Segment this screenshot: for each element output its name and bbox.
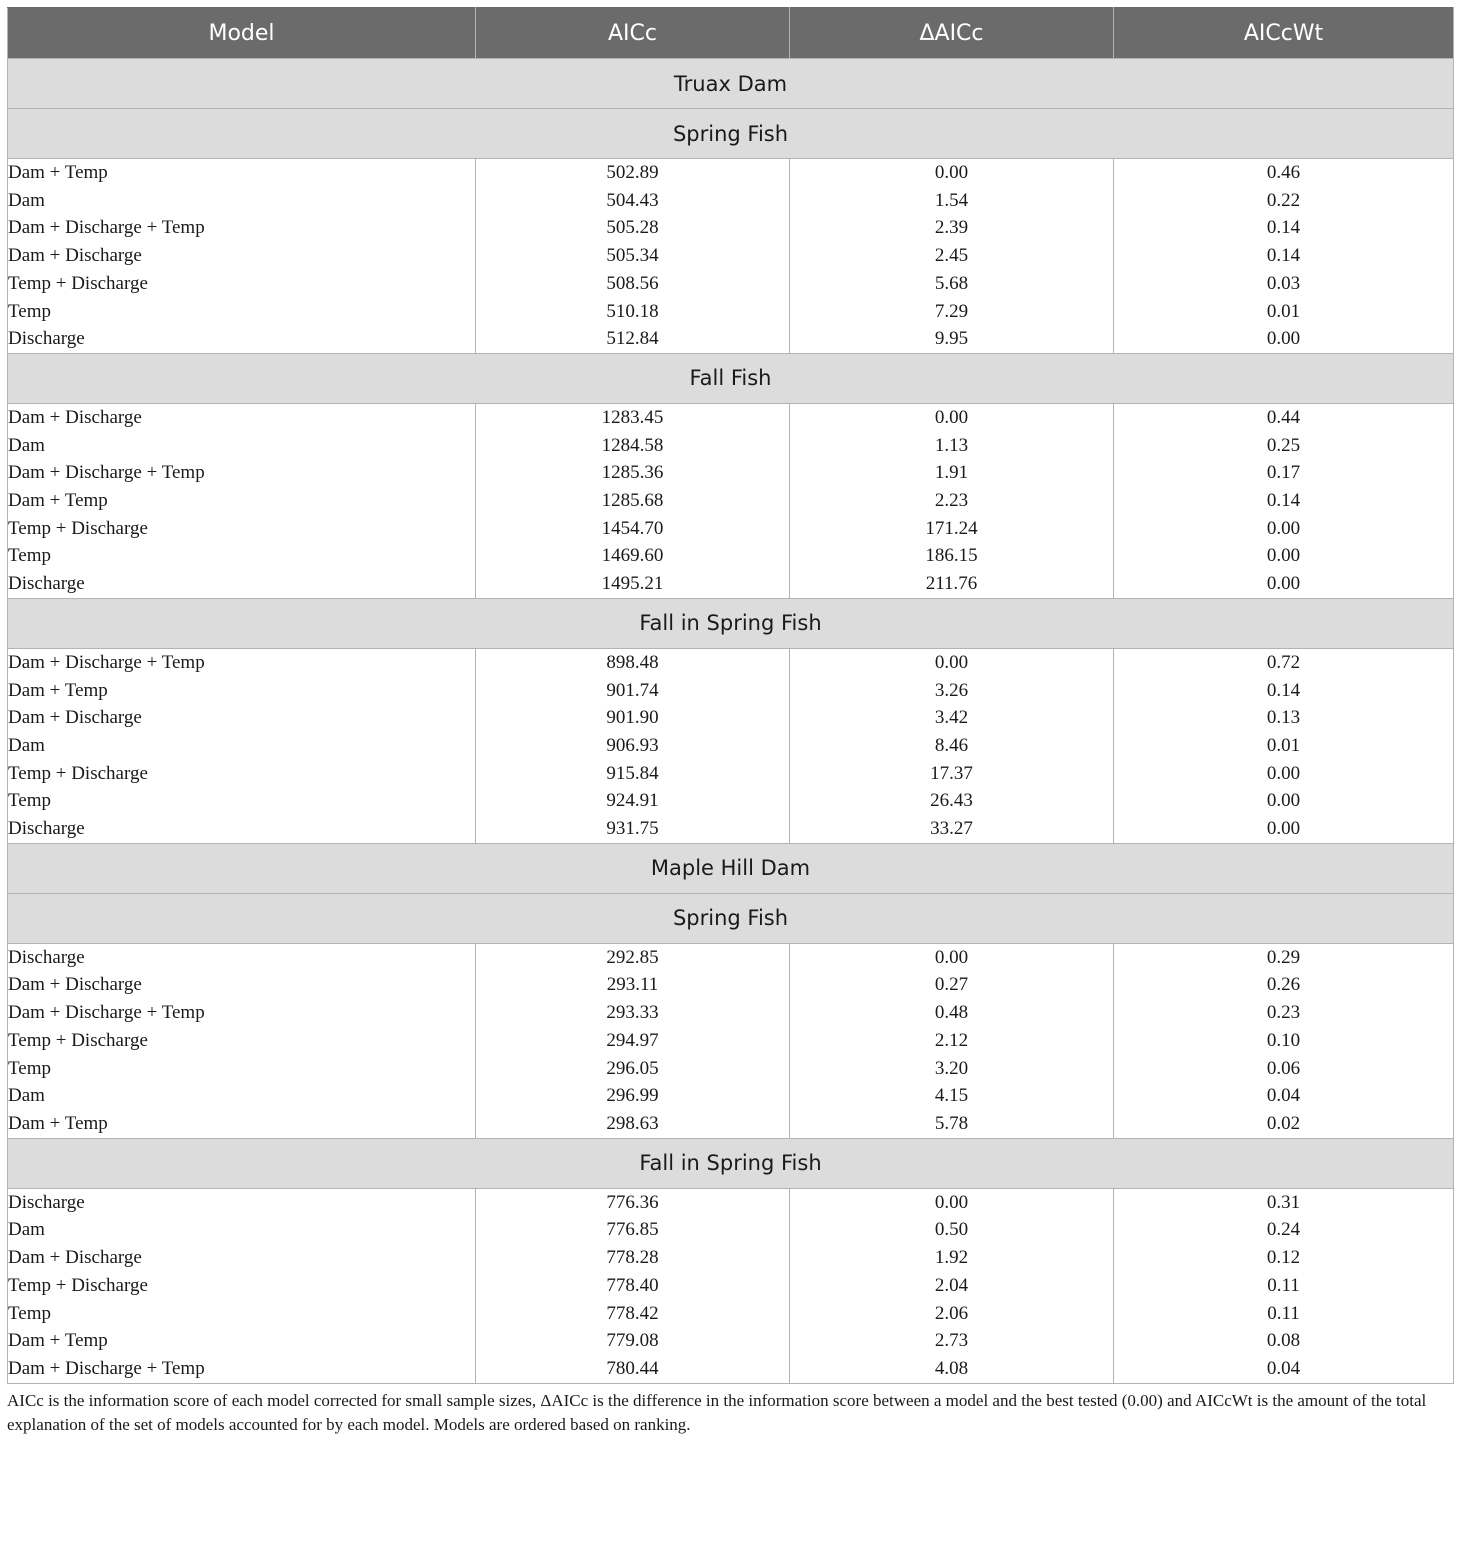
- aiccwt-cell: 0.72: [1114, 648, 1454, 676]
- aiccwt-cell: 0.11: [1114, 1272, 1454, 1300]
- delta-aicc-cell: 0.00: [790, 403, 1114, 431]
- aicc-cell: 298.63: [476, 1110, 790, 1138]
- aiccwt-cell: 0.04: [1114, 1355, 1454, 1383]
- delta-aicc-cell: 4.08: [790, 1355, 1114, 1383]
- delta-aicc-cell: 1.54: [790, 187, 1114, 215]
- model-cell: Dam + Temp: [8, 1110, 476, 1138]
- model-cell: Temp + Discharge: [8, 1272, 476, 1300]
- table-row: [8, 459, 1454, 487]
- dam-heading-row: [8, 843, 1454, 893]
- model-cell: Dam + Discharge + Temp: [8, 999, 476, 1027]
- table-row: [8, 704, 1454, 732]
- table-row: [8, 732, 1454, 760]
- aiccwt-cell: 0.22: [1114, 187, 1454, 215]
- aicc-cell: 512.84: [476, 325, 790, 353]
- model-cell: Temp + Discharge: [8, 1027, 476, 1055]
- table-row: [8, 570, 1454, 598]
- delta-aicc-cell: 2.45: [790, 242, 1114, 270]
- section-header-group: [8, 598, 1454, 648]
- delta-aicc-cell: 3.42: [790, 704, 1114, 732]
- aiccwt-cell: 0.11: [1114, 1300, 1454, 1328]
- delta-aicc-cell: 26.43: [790, 787, 1114, 815]
- aicc-cell: 508.56: [476, 270, 790, 298]
- model-row-group: [8, 159, 1454, 354]
- aicc-cell: 898.48: [476, 648, 790, 676]
- table-row: [8, 677, 1454, 705]
- table-row: [8, 542, 1454, 570]
- table-row: [8, 214, 1454, 242]
- model-row-group: [8, 943, 1454, 1138]
- table-row: [8, 1327, 1454, 1355]
- aicc-cell: 776.36: [476, 1188, 790, 1216]
- table-row: [8, 1055, 1454, 1083]
- aicc-cell: 504.43: [476, 187, 790, 215]
- aiccwt-cell: 0.25: [1114, 432, 1454, 460]
- aiccwt-cell: 0.24: [1114, 1216, 1454, 1244]
- table-row: [8, 1082, 1454, 1110]
- delta-aicc-cell: 0.00: [790, 943, 1114, 971]
- aiccwt-cell: 0.00: [1114, 787, 1454, 815]
- aicc-cell: 296.05: [476, 1055, 790, 1083]
- section-header-group: [8, 59, 1454, 159]
- model-cell: Temp: [8, 298, 476, 326]
- model-cell: Temp + Discharge: [8, 760, 476, 788]
- header-aicc: AICc: [476, 8, 790, 59]
- aicc-cell: 293.33: [476, 999, 790, 1027]
- delta-aicc-cell: 33.27: [790, 815, 1114, 843]
- aicc-cell: 906.93: [476, 732, 790, 760]
- model-cell: Dam + Discharge + Temp: [8, 459, 476, 487]
- aicc-cell: 1495.21: [476, 570, 790, 598]
- table-row: [8, 1300, 1454, 1328]
- model-cell: Temp + Discharge: [8, 515, 476, 543]
- aiccwt-cell: 0.03: [1114, 270, 1454, 298]
- group-heading: Fall in Spring Fish: [8, 1138, 1454, 1188]
- model-cell: Temp + Discharge: [8, 270, 476, 298]
- aiccwt-cell: 0.46: [1114, 159, 1454, 187]
- aicc-cell: 296.99: [476, 1082, 790, 1110]
- delta-aicc-cell: 8.46: [790, 732, 1114, 760]
- table-row: [8, 298, 1454, 326]
- table-row: [8, 1244, 1454, 1272]
- aicc-cell: 915.84: [476, 760, 790, 788]
- aicc-cell: 292.85: [476, 943, 790, 971]
- delta-aicc-cell: 0.00: [790, 1188, 1114, 1216]
- group-heading: Spring Fish: [8, 893, 1454, 943]
- aiccwt-cell: 0.14: [1114, 214, 1454, 242]
- aicc-cell: 901.90: [476, 704, 790, 732]
- aiccwt-cell: 0.00: [1114, 570, 1454, 598]
- aiccwt-cell: 0.01: [1114, 732, 1454, 760]
- group-heading-row: [8, 1138, 1454, 1188]
- model-cell: Dam + Discharge: [8, 1244, 476, 1272]
- table-row: [8, 943, 1454, 971]
- aicc-cell: 294.97: [476, 1027, 790, 1055]
- table-row: [8, 159, 1454, 187]
- delta-aicc-cell: 2.73: [790, 1327, 1114, 1355]
- dam-heading-row: [8, 59, 1454, 109]
- aiccwt-cell: 0.00: [1114, 815, 1454, 843]
- aiccwt-cell: 0.00: [1114, 325, 1454, 353]
- table-footnote: AICc is the information score of each model corrected for small sample sizes, ΔAICc is the difference in the information score between a model and the best tested (0.00) and AICcWt is the amount of the total explanation of the set of models accounted for by each model. Models are ordered based on ranking.: [7, 1391, 1427, 1434]
- table-row: [8, 999, 1454, 1027]
- model-cell: Dam + Temp: [8, 1327, 476, 1355]
- aicc-cell: 779.08: [476, 1327, 790, 1355]
- aiccwt-cell: 0.13: [1114, 704, 1454, 732]
- aiccwt-cell: 0.14: [1114, 487, 1454, 515]
- aicc-cell: 924.91: [476, 787, 790, 815]
- model-row-group: [8, 403, 1454, 598]
- model-cell: Dam + Discharge: [8, 403, 476, 431]
- aicc-cell: 502.89: [476, 159, 790, 187]
- model-cell: Discharge: [8, 570, 476, 598]
- table-row: [8, 187, 1454, 215]
- model-cell: Discharge: [8, 1188, 476, 1216]
- aicc-cell: 778.28: [476, 1244, 790, 1272]
- section-header-group: [8, 353, 1454, 403]
- table-row: [8, 1272, 1454, 1300]
- aicc-cell: 1285.36: [476, 459, 790, 487]
- delta-aicc-cell: 3.26: [790, 677, 1114, 705]
- model-selection-table: [7, 7, 1454, 1384]
- aiccwt-cell: 0.08: [1114, 1327, 1454, 1355]
- aiccwt-cell: 0.44: [1114, 403, 1454, 431]
- delta-aicc-cell: 211.76: [790, 570, 1114, 598]
- aiccwt-cell: 0.01: [1114, 298, 1454, 326]
- model-cell: Temp: [8, 787, 476, 815]
- table-row: [8, 1110, 1454, 1138]
- aicc-cell: 293.11: [476, 971, 790, 999]
- model-cell: Discharge: [8, 325, 476, 353]
- section-header-group: [8, 1138, 1454, 1188]
- table-row: [8, 432, 1454, 460]
- aicc-cell: 780.44: [476, 1355, 790, 1383]
- model-cell: Dam: [8, 187, 476, 215]
- table-row: [8, 648, 1454, 676]
- delta-aicc-cell: 186.15: [790, 542, 1114, 570]
- aicc-cell: 776.85: [476, 1216, 790, 1244]
- aicc-cell: 1469.60: [476, 542, 790, 570]
- group-heading: Spring Fish: [8, 109, 1454, 159]
- dam-heading: Maple Hill Dam: [8, 843, 1454, 893]
- dam-heading: Truax Dam: [8, 59, 1454, 109]
- aicc-cell: 505.34: [476, 242, 790, 270]
- aiccwt-cell: 0.04: [1114, 1082, 1454, 1110]
- delta-aicc-cell: 171.24: [790, 515, 1114, 543]
- table-row: [8, 971, 1454, 999]
- delta-aicc-cell: 5.78: [790, 1110, 1114, 1138]
- model-cell: Temp: [8, 1300, 476, 1328]
- delta-aicc-cell: 17.37: [790, 760, 1114, 788]
- header-aiccwt: AICcWt: [1114, 8, 1454, 59]
- aiccwt-cell: 0.26: [1114, 971, 1454, 999]
- aiccwt-cell: 0.12: [1114, 1244, 1454, 1272]
- model-cell: Dam: [8, 1082, 476, 1110]
- delta-aicc-cell: 4.15: [790, 1082, 1114, 1110]
- delta-aicc-cell: 1.13: [790, 432, 1114, 460]
- group-heading: Fall in Spring Fish: [8, 598, 1454, 648]
- aicc-cell: 1454.70: [476, 515, 790, 543]
- delta-aicc-cell: 5.68: [790, 270, 1114, 298]
- header-model: Model: [8, 8, 476, 59]
- delta-aicc-cell: 1.92: [790, 1244, 1114, 1272]
- aiccwt-cell: 0.00: [1114, 542, 1454, 570]
- aicc-cell: 1285.68: [476, 487, 790, 515]
- delta-aicc-cell: 0.00: [790, 648, 1114, 676]
- model-cell: Dam: [8, 432, 476, 460]
- table-row: [8, 270, 1454, 298]
- model-cell: Temp: [8, 542, 476, 570]
- table-row: [8, 1216, 1454, 1244]
- delta-aicc-cell: 2.06: [790, 1300, 1114, 1328]
- table-row: [8, 760, 1454, 788]
- delta-aicc-cell: 2.23: [790, 487, 1114, 515]
- delta-aicc-cell: 7.29: [790, 298, 1114, 326]
- aiccwt-cell: 0.06: [1114, 1055, 1454, 1083]
- model-cell: Dam + Temp: [8, 159, 476, 187]
- aicc-cell: 510.18: [476, 298, 790, 326]
- section-header-group: [8, 843, 1454, 943]
- delta-aicc-cell: 2.39: [790, 214, 1114, 242]
- group-heading: Fall Fish: [8, 353, 1454, 403]
- aiccwt-cell: 0.14: [1114, 677, 1454, 705]
- aiccwt-cell: 0.31: [1114, 1188, 1454, 1216]
- model-cell: Dam + Discharge + Temp: [8, 1355, 476, 1383]
- model-cell: Dam + Discharge: [8, 242, 476, 270]
- aicc-cell: 1283.45: [476, 403, 790, 431]
- model-row-group: [8, 1188, 1454, 1383]
- group-heading-row: [8, 893, 1454, 943]
- model-cell: Discharge: [8, 943, 476, 971]
- aiccwt-cell: 0.17: [1114, 459, 1454, 487]
- delta-aicc-cell: 9.95: [790, 325, 1114, 353]
- table-row: [8, 1355, 1454, 1383]
- header-delta-aicc: ΔAICc: [790, 8, 1114, 59]
- model-cell: Dam: [8, 1216, 476, 1244]
- model-row-group: [8, 648, 1454, 843]
- delta-aicc-cell: 0.48: [790, 999, 1114, 1027]
- group-heading-row: [8, 353, 1454, 403]
- aiccwt-cell: 0.00: [1114, 515, 1454, 543]
- header-row: [8, 8, 1454, 59]
- delta-aicc-cell: 0.50: [790, 1216, 1114, 1244]
- aicc-cell: 901.74: [476, 677, 790, 705]
- model-cell: Dam + Discharge: [8, 971, 476, 999]
- model-cell: Dam + Discharge: [8, 704, 476, 732]
- table-row: [8, 403, 1454, 431]
- delta-aicc-cell: 0.00: [790, 159, 1114, 187]
- aiccwt-cell: 0.00: [1114, 760, 1454, 788]
- delta-aicc-cell: 3.20: [790, 1055, 1114, 1083]
- aicc-cell: 931.75: [476, 815, 790, 843]
- table-row: [8, 815, 1454, 843]
- table-row: [8, 242, 1454, 270]
- model-cell: Dam + Discharge + Temp: [8, 648, 476, 676]
- model-cell: Dam + Temp: [8, 487, 476, 515]
- table-row: [8, 325, 1454, 353]
- table-row: [8, 1027, 1454, 1055]
- table-row: [8, 515, 1454, 543]
- aiccwt-cell: 0.10: [1114, 1027, 1454, 1055]
- model-cell: Dam + Temp: [8, 677, 476, 705]
- delta-aicc-cell: 2.04: [790, 1272, 1114, 1300]
- aiccwt-cell: 0.14: [1114, 242, 1454, 270]
- delta-aicc-cell: 1.91: [790, 459, 1114, 487]
- table-row: [8, 1188, 1454, 1216]
- group-heading-row: [8, 598, 1454, 648]
- aiccwt-cell: 0.02: [1114, 1110, 1454, 1138]
- model-cell: Discharge: [8, 815, 476, 843]
- aiccwt-cell: 0.29: [1114, 943, 1454, 971]
- aicc-cell: 505.28: [476, 214, 790, 242]
- model-cell: Dam: [8, 732, 476, 760]
- model-cell: Dam + Discharge + Temp: [8, 214, 476, 242]
- table-row: [8, 787, 1454, 815]
- delta-aicc-cell: 2.12: [790, 1027, 1114, 1055]
- aicc-cell: 778.40: [476, 1272, 790, 1300]
- aicc-cell: 778.42: [476, 1300, 790, 1328]
- delta-aicc-cell: 0.27: [790, 971, 1114, 999]
- table-row: [8, 487, 1454, 515]
- aicc-cell: 1284.58: [476, 432, 790, 460]
- group-heading-row: [8, 109, 1454, 159]
- model-cell: Temp: [8, 1055, 476, 1083]
- aiccwt-cell: 0.23: [1114, 999, 1454, 1027]
